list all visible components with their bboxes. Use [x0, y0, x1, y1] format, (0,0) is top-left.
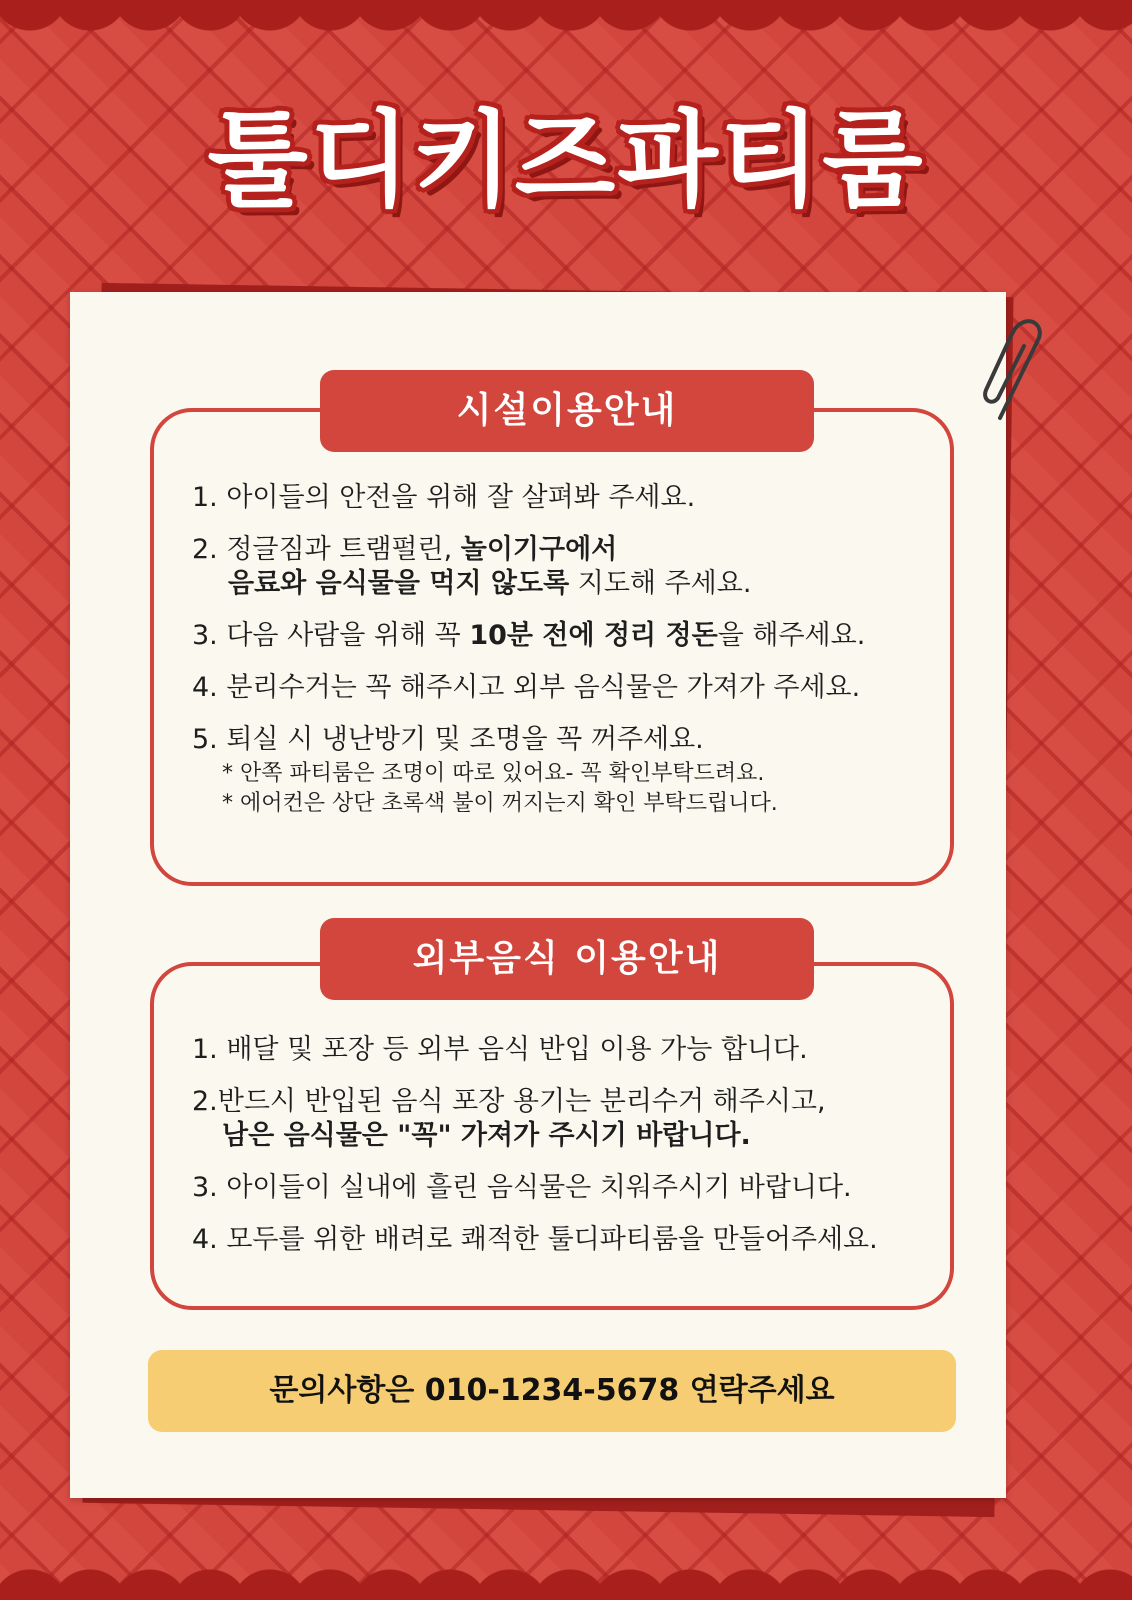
item-bold-text: 10분 전에 정리 정돈 [469, 620, 718, 651]
list-item [192, 1085, 952, 1153]
list-item: 5. 퇴실 시 냉난방기 및 조명을 꼭 꺼주세요. [192, 724, 704, 755]
item-continuation [192, 567, 952, 601]
list-item: 4. 분리수거는 꼭 해주시고 외부 음식물은 가져가 주세요. [192, 672, 861, 703]
list-item [192, 533, 952, 601]
facility-heading: 시설이용안내 [320, 370, 814, 452]
top-scallop-border [0, 0, 1132, 40]
facility-list [192, 481, 952, 819]
item-bold-text: 남은 음식물은 "꼭" 가져가 주시기 바랍니다. [222, 1120, 751, 1151]
item-text: 을 해주세요. [717, 620, 866, 651]
item-text: 2.반드시 반입된 음식 포장 용기는 분리수거 해주시고, [192, 1086, 826, 1117]
paperclip-icon [978, 316, 1048, 426]
list-item: 1. 아이들의 안전을 위해 잘 살펴봐 주세요. [192, 482, 696, 513]
list-item: 3. 아이들이 실내에 흘린 음식물은 치워주시기 바랍니다. [192, 1172, 852, 1203]
list-item [192, 619, 952, 653]
item-text: 3. 다음 사람을 위해 꼭 [192, 620, 470, 651]
list-item: 4. 모두를 위한 배려로 쾌적한 툴디파티룸을 만들어주세요. [192, 1224, 878, 1255]
list-item: 1. 배달 및 포장 등 외부 음식 반입 이용 가능 합니다. [192, 1034, 808, 1065]
item-bold-text: 놀이기구에서 [460, 534, 618, 565]
page-title: 툴디키즈파티룸 [207, 99, 925, 221]
food-list [192, 1033, 952, 1257]
note-text: * 안쪽 파티룸은 조명이 따로 있어요- 꼭 확인부탁드려요. [222, 761, 765, 786]
item-text: 지도해 주세요. [569, 568, 752, 599]
item-text: 2. 정글짐과 트램펄린, [192, 534, 461, 565]
note-text: * 에어컨은 상단 초록색 불이 꺼지는지 확인 부탁드립니다. [222, 791, 778, 816]
bottom-scallop-border [0, 1564, 1132, 1600]
item-bold-text: 음료와 음식물을 먹지 않도록 [228, 568, 570, 599]
food-heading: 외부음식 이용안내 [320, 918, 814, 1000]
contact-banner: 문의사항은 010-1234-5678 연락주세요 [148, 1350, 956, 1432]
